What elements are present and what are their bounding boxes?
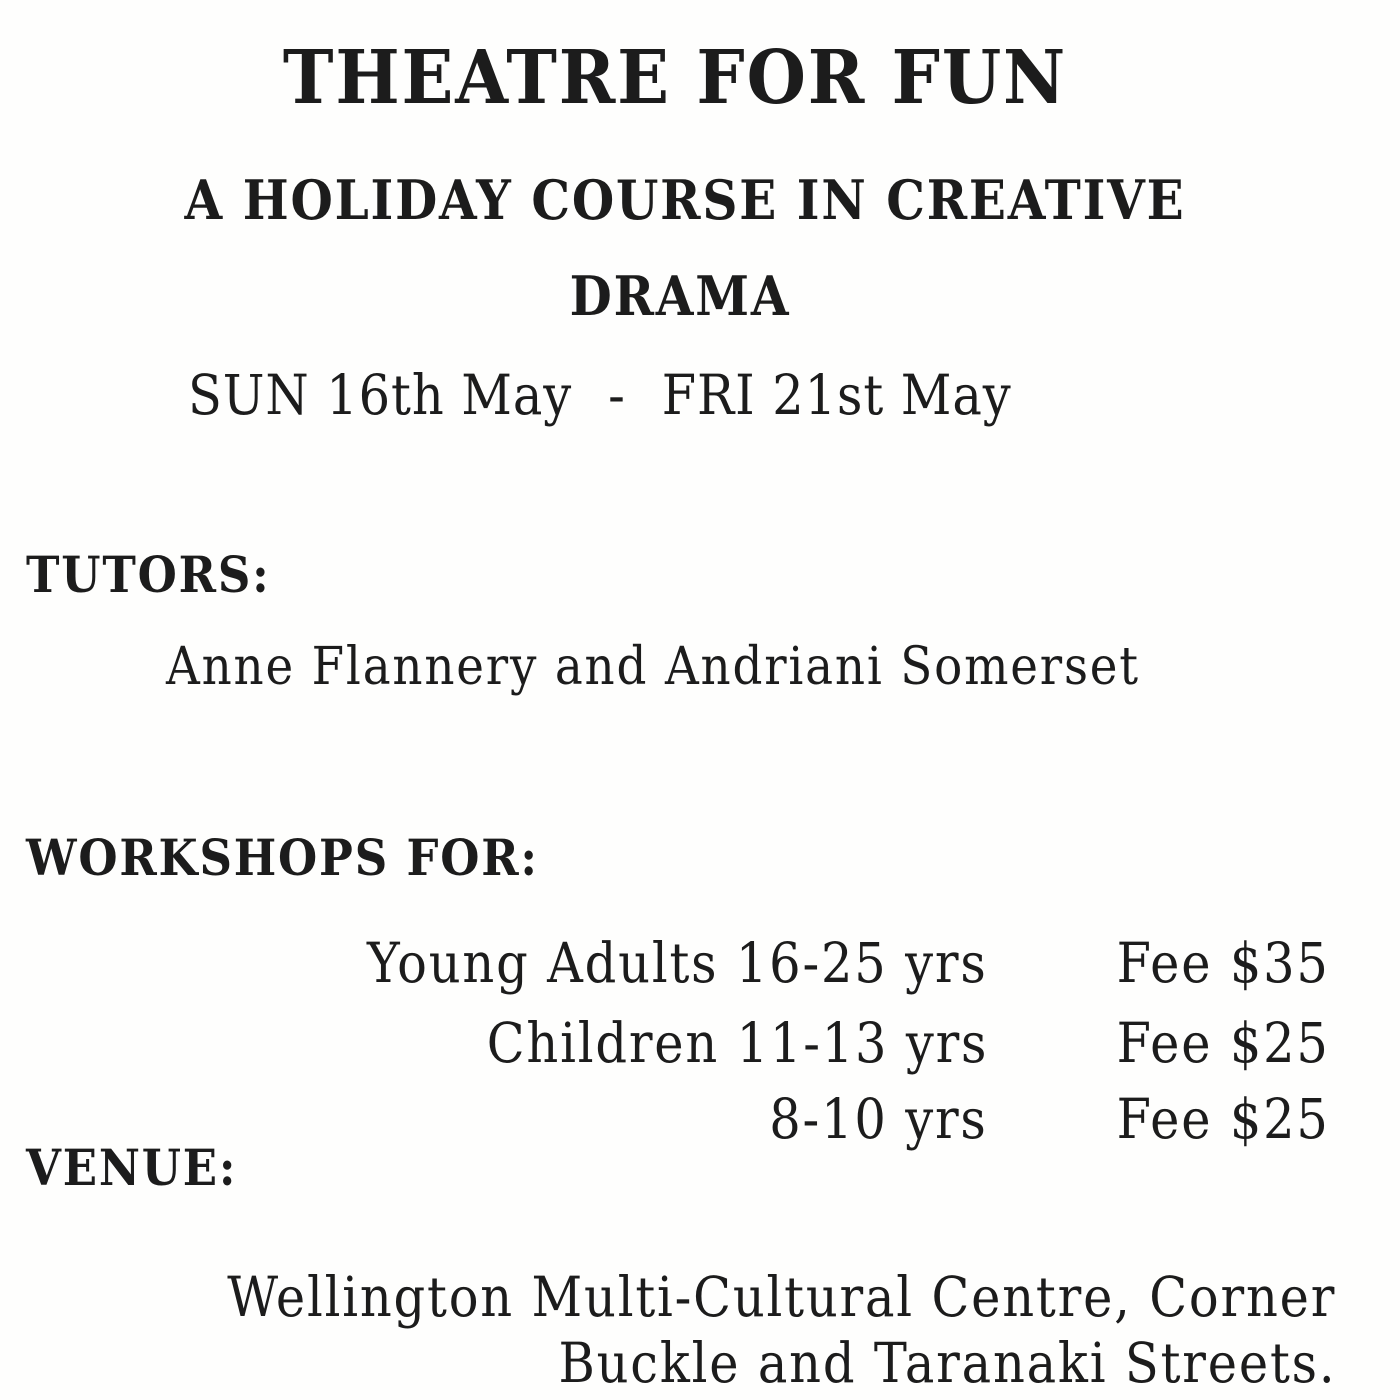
venue-address-line-1: Wellington Multi-Cultural Centre, Corner [227, 1265, 1336, 1329]
venue-address-line-2: Buckle and Taranaki Streets. [558, 1331, 1336, 1395]
start-date: SUN 16th May [188, 363, 573, 427]
workshop-row [0, 930, 1400, 996]
course-dates [188, 362, 1012, 428]
workshop-group: 8-10 yrs [769, 1087, 988, 1151]
subtitle-line-1: A HOLIDAY COURSE IN CREATIVE [184, 168, 1186, 232]
tutors-names: Anne Flannery and Andriani Somerset [166, 637, 1140, 697]
workshops-heading: WORKSHOPS FOR: [26, 828, 539, 887]
venue-heading: VENUE: [26, 1138, 238, 1197]
workshop-fee: Fee $35 [1116, 931, 1330, 995]
date-separator: - [608, 363, 626, 427]
flyer-title: THEATRE FOR FUN [282, 35, 1068, 121]
workshop-fee: Fee $25 [1116, 1011, 1330, 1075]
workshop-group: Children 11-13 yrs [486, 1011, 988, 1075]
end-date: FRI 21st May [661, 363, 1012, 427]
tutors-heading: TUTORS: [26, 545, 271, 604]
workshop-group: Young Adults 16-25 yrs [367, 931, 988, 995]
workshop-fee: Fee $25 [1116, 1087, 1330, 1151]
subtitle-line-2: DRAMA [569, 264, 791, 328]
workshop-row [0, 1010, 1400, 1076]
